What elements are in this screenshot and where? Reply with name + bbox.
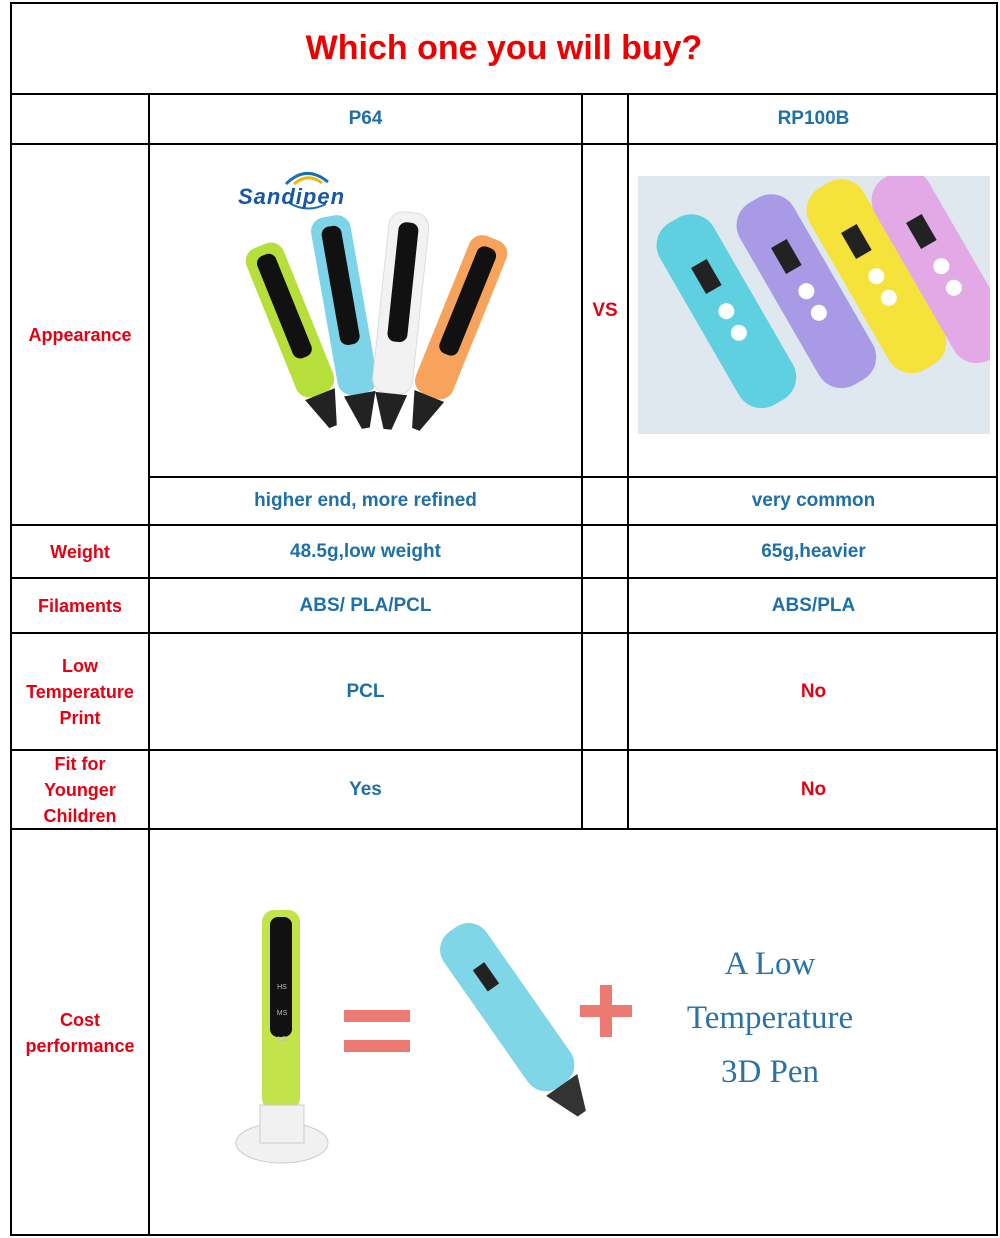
row-label-younger-children: Fit for Younger Children (43, 753, 117, 826)
page-title: Which one you will buy? (305, 29, 703, 67)
p64-pen-on-stand-image (230, 905, 340, 1170)
p64-product-image (170, 150, 570, 470)
plus-sign (580, 985, 632, 1037)
column-header-rp100b: RP100B (777, 108, 850, 129)
equals-sign (344, 1010, 410, 1054)
p64-weight: 48.5g,low weight (290, 540, 441, 562)
row-label-cost-performance: Cost performance (25, 1010, 135, 1056)
pen-button-hs: HS (277, 984, 287, 991)
p64-appearance-note: higher end, more refined (254, 490, 477, 511)
pen-button-labels (272, 975, 292, 1053)
caption-line-2: Temperature (686, 1000, 854, 1036)
pen-button-ls: LS (277, 1036, 287, 1043)
column-header-p64: P64 (348, 108, 383, 129)
rp100b-product-image (638, 176, 990, 434)
row-label-weight: Weight (50, 541, 110, 562)
pen-button-ms: MS (276, 1010, 288, 1017)
rp100b-filaments: ABS/PLA (771, 594, 856, 616)
rp100b-younger-children: No (800, 778, 827, 800)
row-label-low-temperature: Low Temperature Print (26, 655, 134, 728)
p64-younger-children: Yes (349, 778, 382, 800)
rp100b-pen-image (435, 920, 595, 1120)
rp100b-low-temperature: No (800, 680, 827, 702)
row-label-appearance: Appearance (28, 324, 132, 345)
rp100b-weight: 65g,heavier (761, 540, 866, 562)
caption-line-3: 3D Pen (720, 1054, 820, 1090)
row-divider (10, 828, 998, 830)
caption-line-1: A Low (724, 946, 816, 982)
sandipen-logo: Sandipen (236, 162, 376, 212)
vs-label: VS (592, 299, 618, 321)
row-divider (10, 143, 998, 145)
p64-filaments: ABS/ PLA/PCL (299, 594, 432, 616)
row-label-filaments: Filaments (37, 595, 123, 616)
rp100b-appearance-note: very common (751, 490, 876, 511)
low-temperature-caption (660, 937, 880, 1102)
p64-low-temperature: PCL (346, 680, 385, 702)
